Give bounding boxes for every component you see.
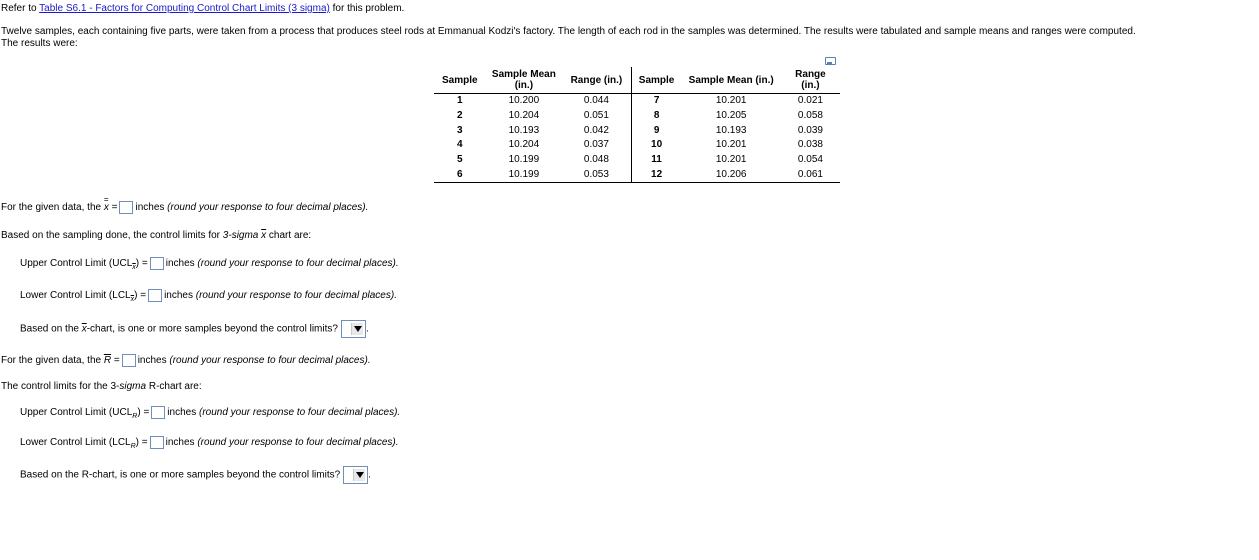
table-cell: 1 — [457, 95, 463, 107]
table-header-row — [434, 67, 840, 94]
ucl-r-input[interactable] — [151, 406, 165, 419]
table-cell: 10.201 — [715, 95, 747, 107]
col-header-range-2: Range (in.) — [781, 67, 840, 94]
table-cell: 9 — [631, 123, 681, 138]
table-cell: 0.051 — [583, 110, 609, 122]
table-cell: 10.199 — [508, 154, 540, 166]
table-cell: 0.053 — [562, 167, 631, 182]
table-cell: 8 — [631, 109, 681, 124]
r-bar-symbol: $\overline{R}$ — [103, 355, 112, 367]
dropdown-arrow-icon — [353, 469, 365, 481]
table-row — [434, 153, 840, 168]
table-cell: 10.204 — [508, 139, 540, 151]
refer-line: Refer to Table S6.1 - Factors for Computing Control Chart Limits (3 sigma) for this problem. — [1, 3, 405, 14]
table-cell: 10.201 — [715, 139, 747, 151]
table-cell: 0.037 — [583, 139, 609, 151]
table-cell: 6 — [434, 167, 486, 182]
xchart-beyond-question: Based on the $\overline{x}$-chart, is one or more samples beyond the control limits? . — [20, 320, 369, 338]
problem-statement: Twelve samples, each containing five parts, were taken from a process that produces steel rods at Emmanual Kodzi's factory. The length of each rod in the samples was determined. The results were tabulated and sample means and ranges were computed. The results were: — [1, 26, 1136, 49]
table-cell: 10 — [631, 138, 681, 153]
xchart-intro: Based on the sampling done, the control limits for 3-sigma $\overline{x}$ chart are: — [1, 230, 312, 241]
rchart-intro: The control limits for the 3-sigma R-chart are: — [1, 381, 202, 392]
col-header-mean-1: Sample Mean (in.) — [486, 67, 562, 94]
table-row — [434, 123, 840, 138]
table-cell: 10.193 — [508, 124, 540, 136]
xbarbar-question: For the given data, the x = = inches (round your response to four decimal places). — [1, 195, 369, 214]
rbar-input[interactable] — [122, 354, 136, 367]
table-cell: 11 — [631, 153, 681, 168]
xchart-beyond-select[interactable] — [341, 320, 366, 338]
table-cell: 0.061 — [781, 167, 840, 182]
table-cell: 5 — [457, 154, 463, 166]
lcl-x-input[interactable] — [148, 289, 162, 302]
x-double-bar-symbol: x = — [103, 195, 109, 214]
col-header-sample-2: Sample — [631, 67, 681, 94]
col-header-mean-2: Sample Mean (in.) — [681, 67, 780, 94]
table-cell: 10.200 — [508, 95, 540, 107]
table-row — [434, 167, 840, 182]
col-header-range-1: Range (in.) — [562, 67, 631, 94]
table-cell: 0.039 — [797, 124, 823, 136]
table-row — [434, 138, 840, 153]
table-cell: 10.205 — [715, 110, 747, 122]
rchart-beyond-question: Based on the R-chart, is one or more samples beyond the control limits? . — [20, 466, 371, 484]
table-cell: 12 — [631, 167, 681, 182]
table-cell: 7 — [631, 94, 681, 109]
table-cell: 0.054 — [797, 154, 823, 166]
copy-data-icon[interactable] — [825, 57, 836, 65]
table-cell: 10.199 — [486, 167, 562, 182]
ucl-r-question: Upper Control Limit $(UCL_R)$ = inches (round your response to four decimal places). — [20, 407, 401, 421]
table-cell: 0.048 — [583, 154, 609, 166]
lcl-r-input[interactable] — [150, 436, 164, 449]
lcl-r-question: Lower Control Limit $(LCL_R)$ = inches (round your response to four decimal places). — [20, 437, 399, 451]
table-cell: 0.058 — [797, 110, 823, 122]
table-cell: 0.044 — [583, 95, 609, 107]
table-cell: 3 — [457, 124, 463, 136]
table-cell: 4 — [457, 139, 463, 151]
table-cell: 0.038 — [797, 139, 823, 151]
table-cell: 10.193 — [715, 124, 747, 136]
rbar-question: For the given data, the $\overline{R}$ = inches (round your response to four decimal places). — [1, 355, 371, 367]
table-cell: 10.206 — [681, 167, 780, 182]
xbarbar-input[interactable] — [119, 201, 133, 214]
col-header-sample-1: Sample — [434, 67, 486, 94]
table-cell: 0.042 — [583, 124, 609, 136]
dropdown-arrow-icon — [351, 323, 363, 335]
ucl-x-input[interactable] — [150, 257, 164, 270]
table-cell: 2 — [457, 110, 463, 122]
lcl-x-question: Lower Control Limit $(LCL_{\overline{x}})$ = inches (round your response to four decimal places). — [20, 290, 397, 304]
ucl-x-question: Upper Control Limit $(UCL_{\overline{x}})$ = inches (round your response to four decimal places). — [20, 258, 399, 272]
table-s6-1-link[interactable]: Table S6.1 - Factors for Computing Control Chart Limits (3 sigma) — [39, 3, 330, 14]
table-row — [434, 109, 840, 124]
table-cell: 0.021 — [797, 95, 823, 107]
table-cell: 10.201 — [715, 154, 747, 166]
table-cell: 10.204 — [508, 110, 540, 122]
table-row — [434, 94, 840, 109]
rchart-beyond-select[interactable] — [343, 466, 368, 484]
sample-data-table — [434, 67, 840, 183]
